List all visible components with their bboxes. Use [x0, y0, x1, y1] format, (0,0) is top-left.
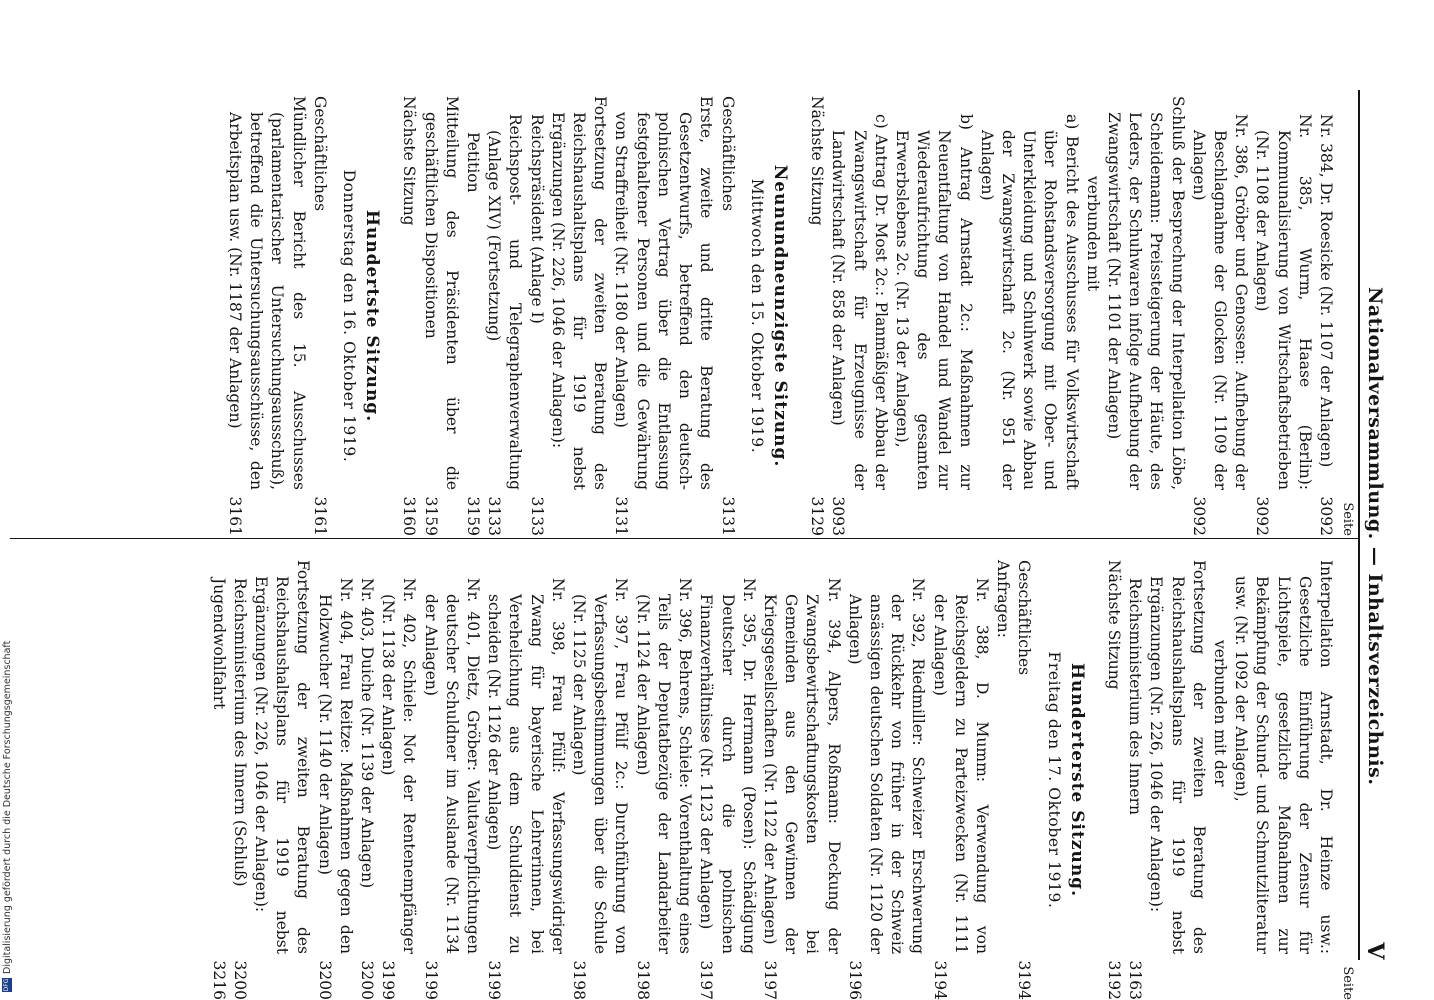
toc-entry: [525, 96, 546, 536]
session-date: Freitag den 17. Oktober 1919.: [1044, 651, 1063, 909]
toc-entry-text: Nr. 386, Gröber und Genossen: Aufhebung der Beschlagnahme der Glocken (Nr. 1109 der Anlagen): [1189, 114, 1251, 490]
toc-entry-page: 3192: [1104, 960, 1123, 1000]
footer-text: Digitalisierung gefördert durch die Deutsche Forschungsgemeinschaft: [1, 640, 13, 974]
toc-entry: [547, 96, 611, 536]
toc-entry-text: Petition: [464, 132, 483, 193]
left-column: [224, 96, 1356, 536]
toc-entry-text: Nächste Sitzung: [400, 96, 419, 226]
toc-entry-page: 3160: [400, 496, 419, 536]
toc-entry-text: Anfragen:: [994, 560, 1013, 638]
toc-entry-text: Nächste Sitzung: [1104, 560, 1123, 690]
toc-entry: [1145, 560, 1209, 1000]
toc-entry-text: Reichspost- und Telegraphenverwaltung (Anlage XIV) (Fortsetzung): [485, 114, 525, 490]
toc-entry-text: verbunden mit der: [1210, 640, 1229, 787]
session-date: Mittwoch den 15. Oktober 1919.: [747, 178, 766, 454]
toc-entry: [1230, 560, 1336, 1000]
toc-entry-page: 3199: [485, 960, 504, 1000]
toc-entry-page: 3198: [633, 960, 652, 1000]
toc-entry-page: 3199: [421, 960, 440, 1000]
toc-entry: [891, 96, 976, 536]
toc-entry-page: 3198: [570, 960, 589, 1000]
toc-entry-text: Jugendwohlfahrt: [209, 578, 228, 710]
toc-entry-text: Nr. 402, Schiele: Not der Rentenempfänger (Nr. 1138 der Anlagen): [379, 578, 419, 954]
toc-entry-page: 3216: [209, 960, 228, 1000]
toc-entry-text: Nr. 394, Alpers, Roßmann: Deckung der Zwangsbewirtschaftungskosten bei Gemeinden aus den Gewinnen der Kriegsgesellschaften (Nr. 1122 der Anlagen): [760, 578, 843, 954]
toc-entry-page: 3092: [1189, 496, 1208, 536]
toc-entry-text: c) Antrag Dr. Most 2c.: Planmäßiger Abbau der Zwangswirtschaft für Erzeugnisse der Landwirtschaft (Nr. 858 der Anlagen): [829, 114, 890, 490]
running-head: [1358, 90, 1394, 960]
toc-entry: [610, 96, 716, 536]
digitization-footer: [0, 0, 14, 996]
toc-entry-text: Nr. 396, Behrens, Schiele: Vorenthaltung eines Teils der Deputatbezüge der Landarbeiter (Nr. 1124 der Anlagen): [633, 578, 695, 954]
toc-entry: [224, 96, 309, 536]
seite-label: Seite: [1340, 966, 1355, 1000]
running-title: Nationalversammlung. — Inhaltsverzeichnis.: [1364, 286, 1386, 786]
toc-entry-text: Nr. 392, Riedmiller: Schweizer Erschwerung der Rückkehr von früher in der Schweiz ansässigen deutschen Soldaten (Nr. 1120 der Anlagen): [845, 578, 928, 954]
session-heading: Neunundneunzigste Sitzung.: [769, 164, 790, 468]
toc-entry: [976, 96, 1082, 536]
toc-entry: [483, 560, 568, 1000]
toc-entry: [759, 560, 844, 1000]
toc-entry-text: b) Antrag Arnstadt 2c.: Maßnahmen zur Neuentfaltung von Handel und Wandel zur Wiederaufrichtung des gesamten Erwerbslebens 2c. (Nr. 13 der Anlagen),: [892, 114, 975, 490]
toc-entry-text: Nr. 401, Dietz, Gröber: Valutaverpflichtungen deutscher Schuldner im Auslande (Nr. 1134 der Anlagen): [421, 578, 483, 954]
toc-entry: [1124, 560, 1145, 1000]
toc-entry: [806, 96, 827, 536]
toc-entry-text: a) Bericht des Ausschusses für Volkswirtschaft über Rohstandsversorgung mit Ober- und Unterkleidung und Schuhwerk sowie Abbau der Zwangswirtschaft 2c. (Nr. 951 der Anlagen): [977, 114, 1081, 490]
toc-entry: [568, 560, 632, 1000]
toc-entry: [1251, 96, 1315, 536]
toc-entry-text: Nr. 395, Dr. Herrmann (Posen): Schädigung Deutscher durch die polnischen Finanzverhältnisse (Nr. 1123 der Anlagen): [697, 578, 758, 954]
toc-entry-page: 3161: [310, 496, 329, 536]
toc-entry-text: Nächste Sitzung: [808, 96, 827, 226]
toc-entry-text: Geschäftliches: [310, 96, 329, 212]
toc-entry-page: 3200: [358, 960, 377, 1000]
toc-entry: [483, 96, 525, 536]
session-heading: Hundertste Sitzung.: [362, 209, 383, 423]
toc-entry: [1315, 96, 1336, 536]
toc-entry-text: Mitteilung des Präsidenten über die geschäftlichen Dispositionen: [421, 96, 461, 490]
toc-entry: [419, 96, 461, 536]
toc-entry-page: 3196: [845, 960, 864, 1000]
toc-entry-text: Fortsetzung der zweiten Beratung des Reichshaushaltsplans für 1919 nebst Ergänzungen (Nr. 226, 1046 der Anlagen):: [252, 560, 313, 954]
toc-entry-text: Erste, zweite und dritte Beratung des Gesetzentwurfs, betreffend den deutsch-polnischen Vertrag über die Entlassung festgehaltener Personen und die Gewährung von Straffreiheit (Nr. 1180 der Anlagen): [612, 96, 716, 490]
toc-entry: [1103, 560, 1124, 1000]
toc-entry-page: 3163: [1126, 960, 1145, 1000]
toc-entry-page: 3092: [1317, 496, 1335, 536]
dfg-logo: DFG: [3, 978, 10, 992]
toc-entry: [928, 560, 992, 1000]
toc-entry: [1209, 560, 1230, 1000]
toc-entry-text: Interpellation Arnstadt, Dr. Heinze usw.: Gesetzliche Einführung der Zensur für Lichtspiele, gesetzliche Maßnahmen zur Bekämpfung der Schund- und Schmutzliteratur usw. (Nr. 1092 der Anlagen),: [1232, 560, 1335, 954]
toc-entry: [1082, 96, 1103, 536]
toc-entry-text: Nr. 384, Dr. Roesicke (Nr. 1107 der Anlagen): [1317, 114, 1335, 468]
toc-entry-page: 3092: [1253, 496, 1272, 536]
toc-entry-text: Fortsetzung der zweiten Beratung des Reichshaushaltsplans für 1919 nebst Ergänzungen (Nr. 226, 1046 der Anlagen):: [548, 96, 610, 490]
toc-entry-page: 3199: [379, 960, 398, 1000]
toc-entry-page: 3194: [1015, 960, 1034, 1000]
toc-entry: [250, 560, 314, 1000]
toc-entry: [229, 560, 250, 1000]
toc-entry: [356, 560, 377, 1000]
toc-entry-page: 3197: [697, 960, 716, 1000]
toc-entry-text: Mündlicher Bericht des 15. Ausschusses (parlamentarischer Untersuchungsausschuß), betreffend die Untersuchungsausschüsse, den Arbeitsplan usw. (Nr. 1187 der Anlagen): [226, 96, 308, 490]
toc-entry-text: Reichsministerium des Innern: [1126, 578, 1145, 815]
toc-entry: [844, 560, 929, 1000]
toc-entry-page: 3129: [808, 496, 827, 536]
toc-entry-page: 3159: [464, 496, 483, 536]
toc-entry-page: 3197: [760, 960, 779, 1000]
toc-entry: [309, 96, 330, 536]
toc-entry: [1013, 560, 1034, 1000]
toc-entry-text: Nr. 398, Frau Pfülf: Verfassungswidriger Zwang für bayerische Lehrerinnen, bei Verehelichung aus dem Schuldienst zu scheiden (Nr. 1126 der Anlagen): [485, 578, 567, 954]
toc-entry: [419, 560, 483, 1000]
session-date: Donnerstag den 16. Oktober 1919.: [340, 169, 359, 463]
toc-entry: [992, 560, 1013, 1000]
toc-entry-text: Reichspräsident (Anlage I): [527, 114, 546, 324]
page-number: V: [1362, 942, 1388, 960]
toc-entry: [1103, 96, 1188, 536]
toc-entry-text: Schluß der Besprechung der Interpellation Löbe, Scheidemann: Preissteigerung der Häute, des Leders, der Schuhwaren infolge Aufhebung der Zwangswirtschaft (Nr. 1101 der Anlagen): [1104, 96, 1187, 490]
toc-entry-page: 3093: [829, 496, 848, 536]
toc-entry-page: 3200: [315, 960, 334, 1000]
toc-entry-text: Nr. 385, Wurm, Haase (Berlin): Kommunalisierung von Wirtschaftsbetrieben (Nr. 1108 der Anlagen): [1253, 114, 1314, 490]
toc-entry-text: Geschäftliches: [718, 96, 737, 212]
toc-entry-page: 3131: [718, 496, 737, 536]
toc-entry: [207, 560, 228, 1000]
toc-entry-page: 3161: [226, 496, 245, 536]
toc-entry-text: verbunden mit: [1083, 176, 1102, 292]
toc-entry: [827, 96, 891, 536]
toc-entry-text: Nr. 403, Duiche (Nr. 1139 der Anlagen): [358, 578, 377, 889]
toc-entry: [462, 96, 483, 536]
right-column: [207, 560, 1356, 1000]
session-heading: Hunderterste Sitzung.: [1066, 663, 1087, 897]
toc-entry-text: Geschäftliches: [1015, 560, 1034, 676]
toc-entry-text: Nr. 388, D. Mumm: Verwendung von Reichsgeldern zu Parteizwecken (Nr. 1111 der Anlagen): [930, 578, 991, 954]
toc-entry-page: 3133: [485, 496, 504, 536]
toc-entry-page: 3194: [930, 960, 949, 1000]
toc-entry: [716, 96, 737, 536]
column-divider: [10, 538, 1358, 539]
toc-entry-text: Fortsetzung der zweiten Beratung des Reichshaushaltsplans für 1919 nebst Ergänzungen (Nr. 226, 1046 der Anlagen):: [1147, 560, 1208, 954]
toc-entry: [313, 560, 355, 1000]
toc-entry: [398, 96, 419, 536]
toc-entry: [632, 560, 696, 1000]
toc-entry-page: 3131: [612, 496, 631, 536]
toc-entry-text: Reichsministerium des Innern (Schluß): [230, 578, 249, 887]
toc-entry: [377, 560, 419, 1000]
seite-label: Seite: [1340, 502, 1355, 536]
toc-entry-text: Nr. 404, Frau Reitze: Maßnahmen gegen den Holzwucher (Nr. 1140 der Anlagen): [315, 578, 355, 954]
toc-entry-page: 3159: [421, 496, 440, 536]
toc-entry: [695, 560, 759, 1000]
toc-entry-page: 3200: [230, 960, 249, 1000]
toc-entry-text: Nr. 397, Frau Pfülf 2c.: Durchführung von Verfassungsbestimmungen über die Schule (Nr. 1125 der Anlagen): [570, 578, 631, 954]
toc-entry: [1188, 96, 1252, 536]
toc-entry-page: 3133: [527, 496, 546, 536]
